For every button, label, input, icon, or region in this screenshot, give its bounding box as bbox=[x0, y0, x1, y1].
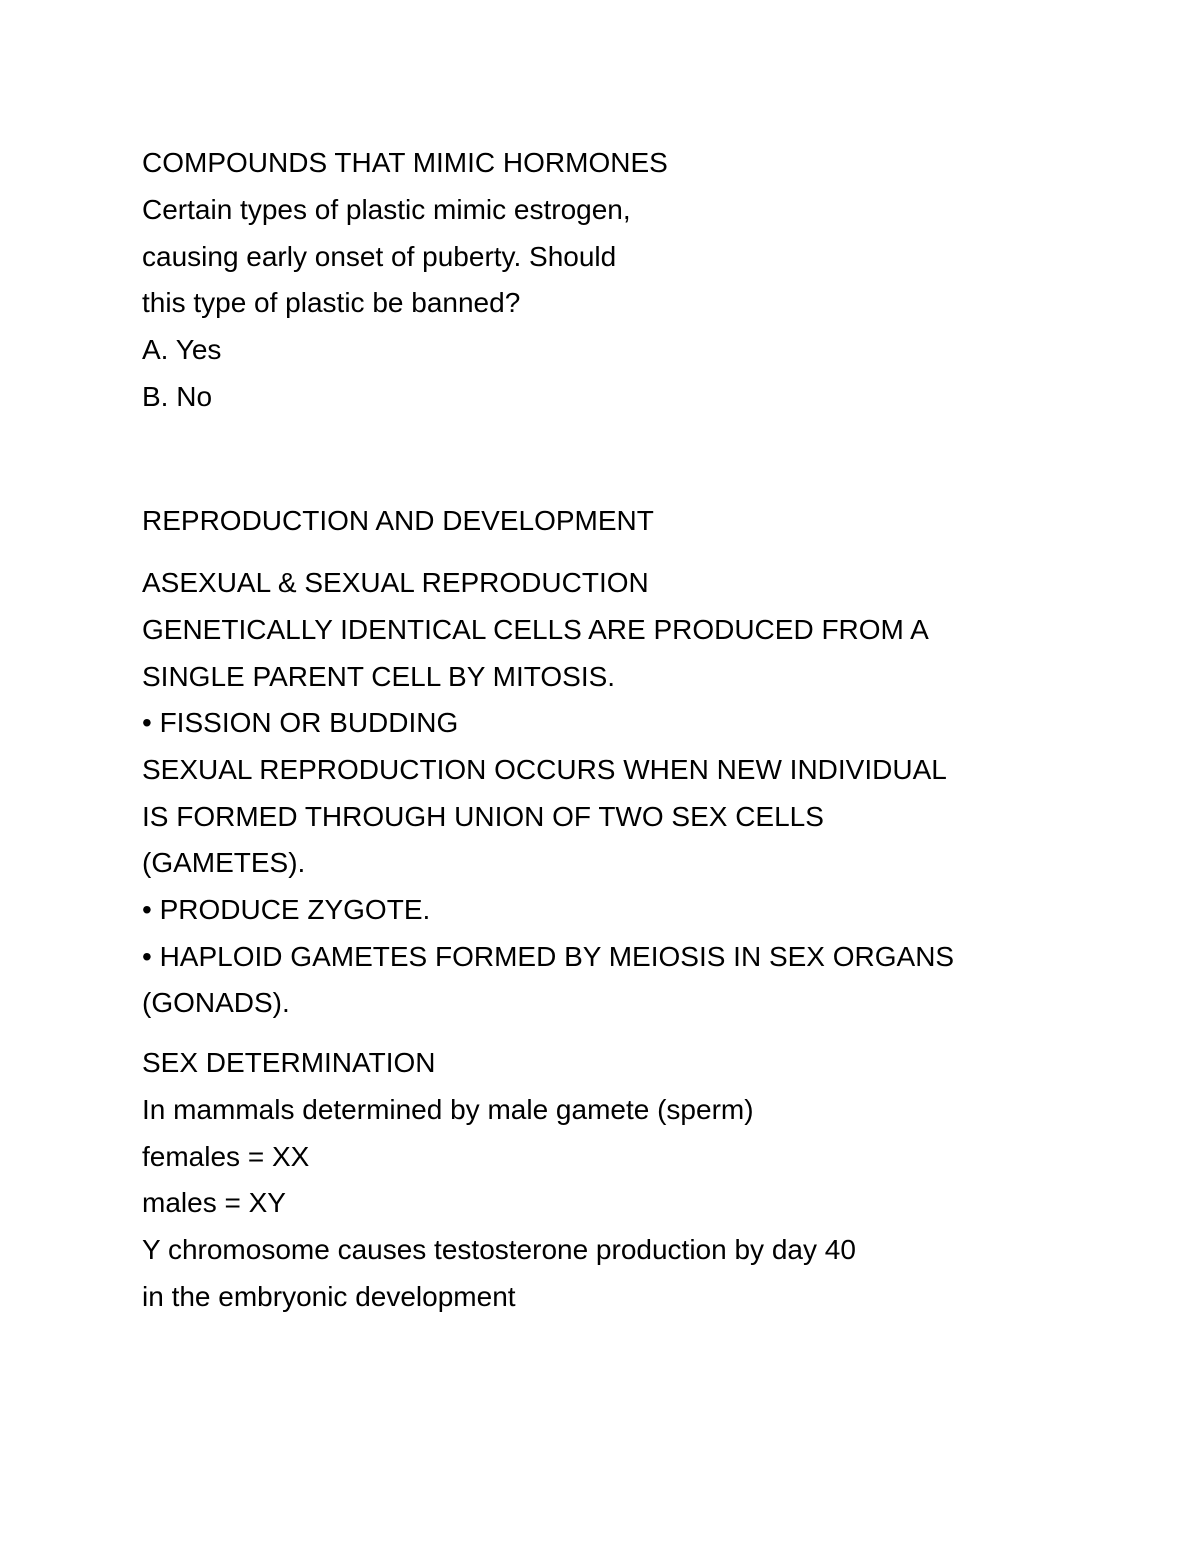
text-line: this type of plastic be banned? bbox=[142, 287, 521, 318]
text-line: SEXUAL REPRODUCTION OCCURS WHEN NEW INDIVIDUAL bbox=[142, 754, 947, 785]
text-line: males = XY bbox=[142, 1187, 286, 1218]
text-line: IS FORMED THROUGH UNION OF TWO SEX CELLS bbox=[142, 801, 824, 832]
text-line: SINGLE PARENT CELL BY MITOSIS. bbox=[142, 661, 616, 692]
bullet-item: • PRODUCE ZYGOTE. bbox=[142, 894, 431, 925]
answer-option-b: B. No bbox=[142, 381, 213, 412]
text-line: females = XX bbox=[142, 1141, 310, 1172]
section-heading-reproduction: REPRODUCTION AND DEVELOPMENT bbox=[142, 505, 654, 536]
section-heading-compounds: COMPOUNDS THAT MIMIC HORMONES bbox=[142, 147, 668, 178]
text-line: causing early onset of puberty. Should bbox=[142, 241, 617, 272]
bullet-item: • HAPLOID GAMETES FORMED BY MEIOSIS IN SEX ORGANS bbox=[142, 941, 955, 972]
text-line: Certain types of plastic mimic estrogen, bbox=[142, 194, 631, 225]
text-line: (GAMETES). bbox=[142, 847, 306, 878]
text-line: GENETICALLY IDENTICAL CELLS ARE PRODUCED FROM A bbox=[142, 614, 929, 645]
text-line: In mammals determined by male gamete (sperm) bbox=[142, 1094, 754, 1125]
text-line: (GONADS). bbox=[142, 987, 290, 1018]
section-heading-asexual-sexual: ASEXUAL & SEXUAL REPRODUCTION bbox=[142, 567, 649, 598]
answer-option-a: A. Yes bbox=[142, 334, 222, 365]
text-line: Y chromosome causes testosterone production by day 40 bbox=[142, 1234, 856, 1265]
bullet-item: • FISSION OR BUDDING bbox=[142, 707, 459, 738]
section-heading-sex-determination: SEX DETERMINATION bbox=[142, 1047, 436, 1078]
text-line: in the embryonic development bbox=[142, 1281, 516, 1312]
